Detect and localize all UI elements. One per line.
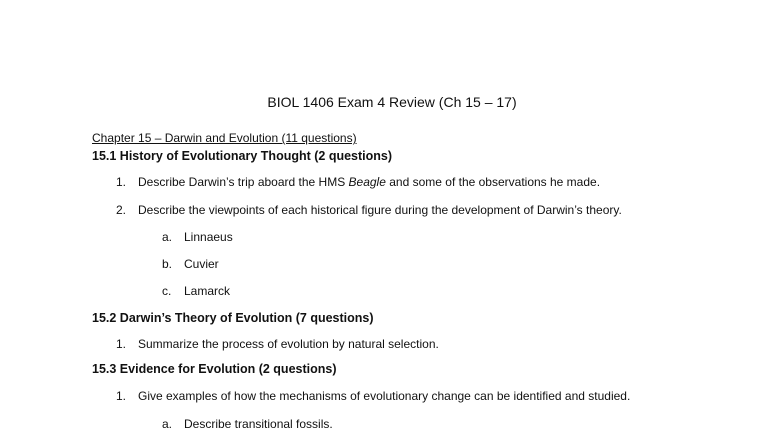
section-heading-15-3: 15.3 Evidence for Evolution (2 questions) bbox=[92, 362, 337, 376]
list-item-text-before: Describe Darwin’s trip aboard the HMS bbox=[138, 175, 349, 189]
list-item-text: Summarize the process of evolution by natural selection. bbox=[138, 337, 439, 351]
list-item-number: 1. bbox=[116, 389, 127, 403]
section-heading-15-2: 15.2 Darwin’s Theory of Evolution (7 questions) bbox=[92, 311, 374, 325]
sub-list-item-text: Lamarck bbox=[184, 284, 231, 298]
list-item-text bbox=[138, 175, 600, 189]
chapter-heading: Chapter 15 – Darwin and Evolution (11 questions) bbox=[92, 131, 357, 145]
list-item-text-after: and some of the observations he made. bbox=[385, 175, 601, 189]
list-item-number: 1. bbox=[116, 175, 127, 189]
list-item-text: Describe the viewpoints of each historical figure during the development of Darwin’s theory. bbox=[138, 203, 622, 217]
sub-list-item-text: Linnaeus bbox=[184, 230, 233, 244]
list-item-number: 1. bbox=[116, 337, 127, 351]
list-item-text: Give examples of how the mechanisms of evolutionary change can be identified and studied. bbox=[138, 389, 631, 403]
sub-list-item-letter: c. bbox=[162, 284, 172, 298]
sub-list-item-text: Cuvier bbox=[184, 257, 219, 271]
sub-list-item-text: Describe transitional fossils. bbox=[184, 417, 333, 431]
ship-name: Beagle bbox=[348, 175, 386, 189]
sub-list-item-letter: a. bbox=[162, 417, 173, 431]
sub-list-item-letter: a. bbox=[162, 230, 173, 244]
list-item-number: 2. bbox=[116, 203, 127, 217]
document-title: BIOL 1406 Exam 4 Review (Ch 15 – 17) bbox=[267, 94, 517, 110]
section-heading-15-1: 15.1 History of Evolutionary Thought (2 questions) bbox=[92, 149, 393, 163]
sub-list-item-letter: b. bbox=[162, 257, 173, 271]
